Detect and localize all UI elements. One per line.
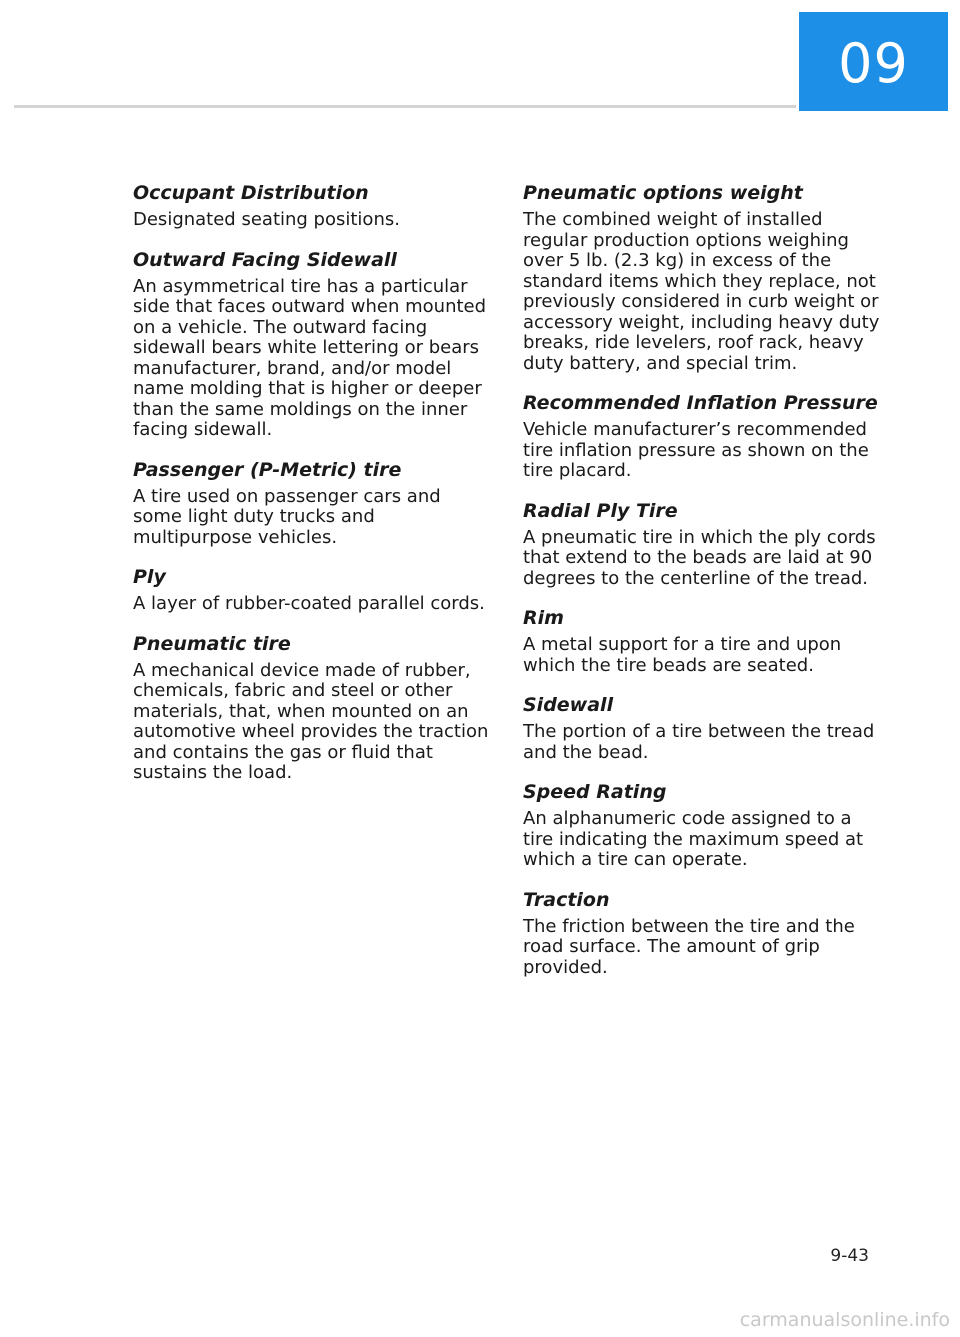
right-column (523, 182, 883, 996)
glossary-term: Ply (133, 566, 166, 588)
chapter-number: 09 (838, 31, 909, 95)
chapter-tab (799, 12, 948, 111)
glossary-definition: Vehicle manufacturer’s recommended tire inflation pressure as shown on the tire placard. (523, 419, 869, 481)
glossary-definition: An alphanumeric code assigned to a tire indicating the maximum speed at which a tire can operate. (523, 808, 864, 870)
header-divider (14, 105, 796, 108)
glossary-term: Speed Rating (523, 781, 667, 803)
glossary-entry-outward-facing-sidewall (133, 249, 493, 441)
glossary-definition: Designated seating positions. (133, 209, 400, 230)
glossary-term: Recommended Inflation Pressure (523, 392, 878, 414)
glossary-definition: The portion of a tire between the tread and the bead. (523, 721, 875, 763)
glossary-term: Pneumatic options weight (523, 182, 803, 204)
watermark-link[interactable]: carmanualsonline.info (739, 1309, 950, 1331)
glossary-term: Rim (523, 607, 564, 629)
glossary-entry-sidewall (523, 694, 883, 763)
glossary-definition: The combined weight of installed regular production options weighing over 5 lb. (2.3 kg) in excess of the standard items which they replace, not previously considered in curb weight or accessory weight, including heavy duty breaks, ride levelers, roof rack, heavy duty battery, and special trim. (523, 209, 880, 374)
left-column (133, 182, 493, 802)
glossary-definition: A mechanical device made of rubber, chemicals, fabric and steel or other materials, that, when mounted on an automotive wheel provides the traction and contains the gas or fluid that sustains the load. (133, 659, 489, 783)
glossary-definition: A tire used on passenger cars and some light duty trucks and multipurpose vehicles. (133, 485, 441, 548)
glossary-term: Passenger (P-Metric) tire (133, 458, 402, 481)
glossary-entry-occupant-distribution (133, 182, 493, 231)
glossary-definition: The friction between the tire and the road surface. The amount of grip provided. (523, 915, 855, 978)
glossary-definition: A metal support for a tire and upon which the tire beads are seated. (523, 634, 842, 676)
glossary-definition: A pneumatic tire in which the ply cords that extend to the beads are laid at 90 degrees to the centerline of the tread. (523, 526, 876, 589)
glossary-entry-recommended-inflation-pressure (523, 392, 883, 482)
glossary-entry-ply (133, 566, 493, 615)
glossary-entry-pneumatic-tire (133, 633, 493, 784)
glossary-entry-speed-rating (523, 781, 883, 871)
glossary-term: Outward Facing Sidewall (133, 248, 397, 271)
glossary-entry-pneumatic-options-weight (523, 182, 883, 374)
glossary-entry-traction (523, 889, 883, 979)
page-number: 9-43 (830, 1246, 869, 1266)
glossary-entry-passenger-tire (133, 459, 493, 549)
glossary-entry-rim (523, 607, 883, 676)
glossary-term: Radial Ply Tire (523, 499, 678, 522)
glossary-term: Sidewall (523, 694, 614, 716)
glossary-term: Traction (523, 888, 610, 911)
glossary-term: Pneumatic tire (133, 632, 291, 655)
glossary-definition: A layer of rubber-coated parallel cords. (133, 593, 485, 614)
glossary-term: Occupant Distribution (133, 182, 369, 204)
glossary-definition: An asymmetrical tire has a particular side that faces outward when mounted on a vehicle. The outward facing sidewall bears white lettering or bears manufacturer, brand, and/or model name molding that is higher or deeper than the same moldings on the inner facing sidewall. (133, 275, 487, 440)
glossary-entry-radial-ply-tire (523, 500, 883, 590)
